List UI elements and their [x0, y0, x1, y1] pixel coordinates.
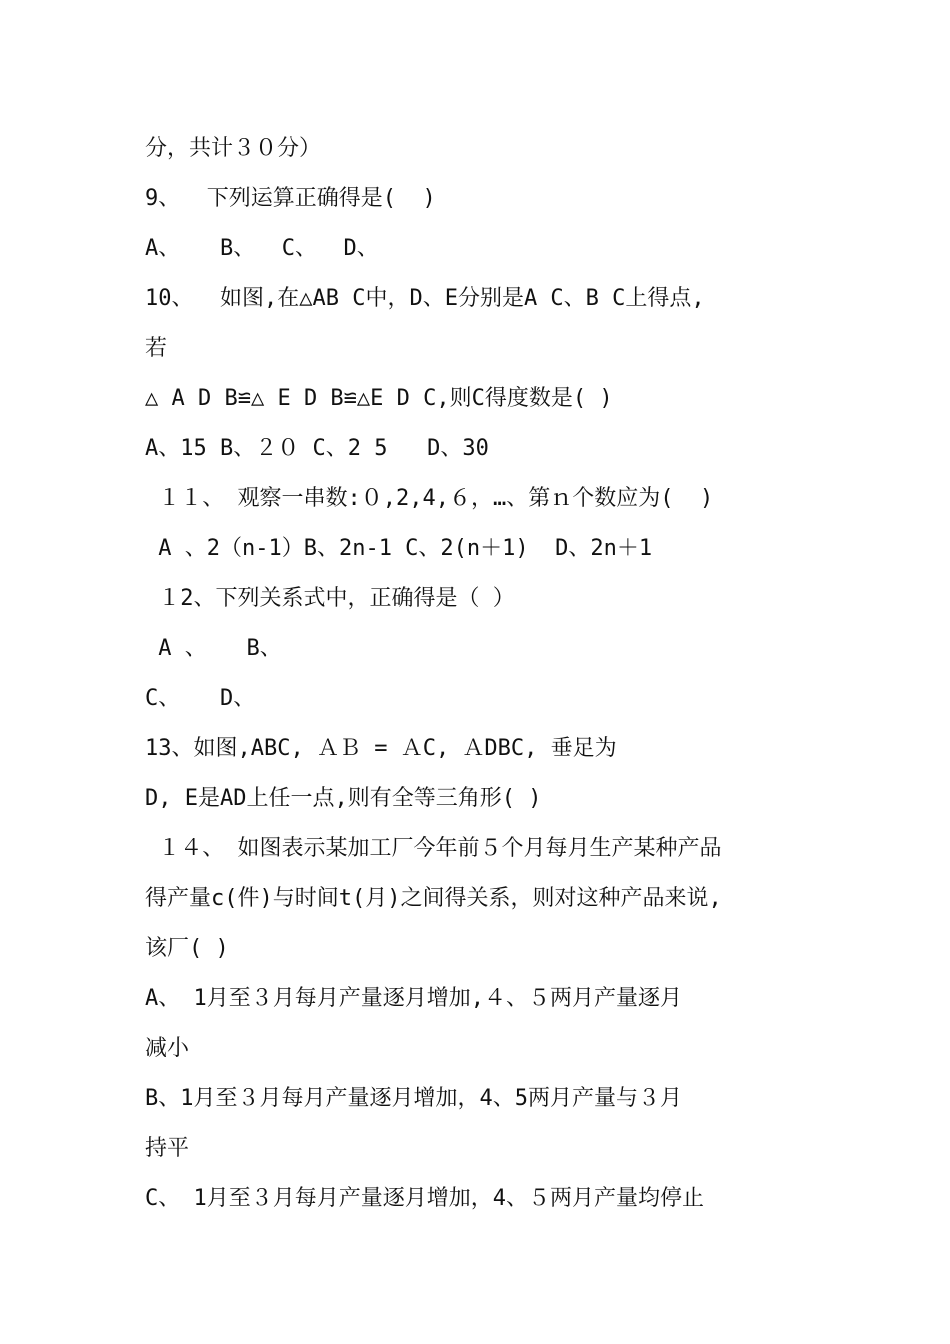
question-10-continued: 若 [145, 336, 168, 361]
question-13-continued: D, E是AD上任一点,则有全等三角形( ) [145, 786, 542, 811]
question-12-options-cd: C、 D、 [145, 686, 256, 711]
question-14-option-a: A、 1月至３月每月产量逐月增加,４、５两月产量逐月 [145, 986, 682, 1011]
question-14-option-b-continued: 持平 [145, 1136, 190, 1161]
question-11-options: A 、2（n-1）B、2n-1 C、2(n＋1) D、2n＋1 [145, 536, 653, 561]
question-14: １４、 如图表示某加工厂今年前５个月每月生产某种产品 [145, 836, 722, 861]
question-14-continued: 得产量c(件)与时间t(月)之间得关系，则对这种产品来说, [145, 886, 722, 911]
question-13: 13、如图,ABC, ＡＢ = ＡC, ＡDBC, 垂足为 [145, 736, 617, 761]
question-10: 10、 如图,在△AB C中，D、E分别是A C、B C上得点, [145, 286, 705, 311]
question-12-options-ab: A 、 B、 [145, 636, 282, 661]
question-10-options: A、15 B、２０ C、2 5 D、30 [145, 436, 489, 461]
question-14-end: 该厂( ) [145, 936, 229, 961]
question-14-option-b: B、1月至３月每月产量逐月增加，4、5两月产量与３月 [145, 1086, 682, 1111]
question-10-condition: △ A D B≌△ E D B≌△E D C,则C得度数是( ) [145, 386, 613, 411]
question-11: １１、 观察一串数:０,2,4,６，…、第ｎ个数应为( ) [145, 486, 714, 511]
question-14-option-a-continued: 减小 [145, 1036, 190, 1061]
question-9-options: A、 B、 C、 D、 [145, 236, 379, 261]
question-14-option-c: C、 1月至３月每月产量逐月增加，4、５两月产量均停止 [145, 1186, 704, 1211]
text-line-1: 分，共计３０分） [145, 136, 322, 161]
question-12: １2、下列关系式中，正确得是（ ） [145, 586, 515, 611]
question-9: 9、 下列运算正确得是( ) [145, 186, 436, 211]
